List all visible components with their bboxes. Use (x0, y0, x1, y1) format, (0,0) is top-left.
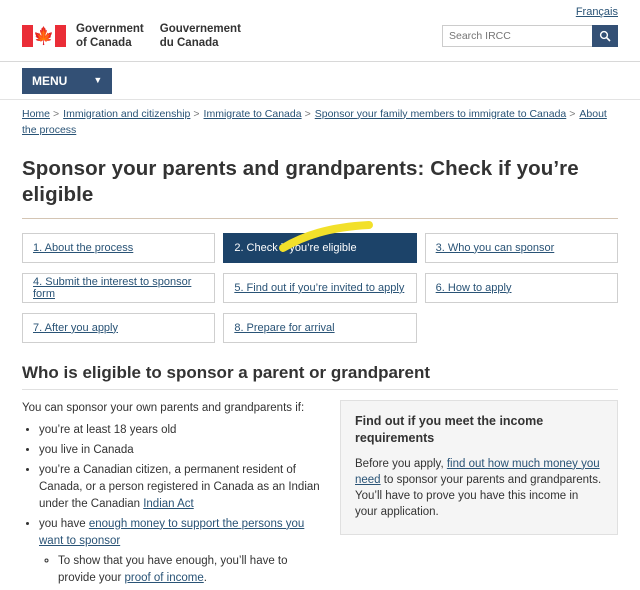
menu-button[interactable] (22, 68, 112, 94)
section-title: Who is eligible to sponsor a parent or grandparent (22, 362, 431, 382)
step-label: 3. Who you can sponsor (435, 241, 555, 254)
site-header (0, 20, 640, 61)
breadcrumb-item-immigration-and-citizenship[interactable]: Immigration and citizenship (63, 107, 191, 120)
list-item-text: you’re at least 18 years old (39, 423, 177, 436)
chevron-down-icon: ▼ (93, 75, 103, 86)
step-label: 6. How to apply (435, 281, 512, 294)
list-item-text: you have (39, 517, 89, 530)
step-label: 1. About the process (33, 241, 134, 254)
brand-block (22, 22, 257, 51)
breadcrumb-separator: > (569, 107, 576, 120)
search-button[interactable] (592, 25, 618, 47)
list-item (39, 422, 322, 439)
step-4-submit-interest-to-sponsor-form[interactable] (22, 273, 215, 303)
step-6-how-to-apply[interactable] (425, 273, 618, 303)
list-item (39, 462, 322, 513)
panel-title: Find out if you meet the income requirements (355, 413, 544, 445)
language-toggle-link[interactable]: Français (575, 6, 618, 18)
search-form (442, 25, 618, 47)
proof-of-income-link[interactable]: proof of income (124, 571, 204, 584)
menu-button-label: MENU (32, 73, 68, 88)
breadcrumb-separator: > (53, 107, 60, 120)
eligibility-sublist (39, 553, 322, 587)
language-bar (0, 0, 640, 20)
breadcrumb-separator: > (304, 107, 311, 120)
list-item-text: . (203, 571, 207, 584)
step-label: 7. After you apply (33, 321, 118, 334)
list-item (58, 553, 322, 587)
page-title: Sponsor your parents and grandparents: Check if you’re eligible (22, 156, 579, 206)
step-label: 2. Check if you’re eligible (234, 241, 357, 254)
breadcrumb-item-about-the-process[interactable]: About the process (22, 107, 607, 136)
step-label: 4. Submit the interest to sponsor form (33, 275, 192, 300)
breadcrumb-separator: > (193, 107, 200, 120)
section-divider (22, 389, 618, 390)
canada-flag-icon: 🍁 (22, 25, 66, 47)
panel-text: Before you apply, (355, 457, 447, 470)
breadcrumb (0, 99, 640, 142)
menu-bar (0, 61, 640, 99)
enough-money-link[interactable]: enough money to support the persons you want to sponsor (39, 517, 305, 547)
list-item-text: you’re a Canadian citizen, a permanent resident of Canada, or a person registered in Canada as an Indian under the Canadian (39, 463, 320, 510)
wordmark-fr-line2: du Canada (159, 37, 219, 50)
indian-act-link[interactable]: Indian Act (143, 497, 194, 510)
wordmark-en-line2: of Canada (76, 37, 132, 50)
title-divider (22, 218, 618, 219)
list-item-text: you live in Canada (39, 443, 134, 456)
step-2-check-if-youre-eligible[interactable] (223, 233, 416, 263)
income-requirements-panel (340, 400, 618, 535)
content-columns (22, 400, 618, 590)
breadcrumb-item-home[interactable]: Home (22, 107, 51, 120)
wordmark (76, 22, 257, 51)
eligibility-lead: You can sponsor your own parents and grandparents if: (22, 401, 305, 414)
eligibility-column (22, 400, 322, 590)
panel-body (355, 456, 603, 520)
step-label: 8. Prepare for arrival (234, 321, 335, 334)
list-item (39, 442, 322, 459)
wordmark-fr-line1: Gouvernement (159, 23, 241, 35)
step-5-find-out-if-youre-invited-to-apply[interactable] (223, 273, 416, 303)
step-navigation (22, 233, 618, 343)
step-1-about-the-process[interactable] (22, 233, 215, 263)
step-7-after-you-apply[interactable] (22, 313, 215, 343)
wordmark-en-line1: Government (76, 23, 144, 35)
breadcrumb-item-sponsor-your-family-members[interactable]: Sponsor your family members to immigrate to Canada (314, 107, 567, 120)
list-item (39, 516, 322, 587)
search-icon (599, 30, 611, 42)
how-much-money-link[interactable]: find out how much money you need (355, 457, 600, 486)
list-item-text: To show that you have enough, you’ll have to provide your (58, 554, 288, 584)
step-label: 5. Find out if you’re invited to apply (234, 281, 405, 294)
eligibility-list (22, 422, 322, 587)
main-content (0, 142, 640, 590)
search-input[interactable] (442, 25, 592, 47)
step-3-who-you-can-sponsor[interactable] (425, 233, 618, 263)
step-8-prepare-for-arrival[interactable] (223, 313, 416, 343)
breadcrumb-item-immigrate-to-canada[interactable]: Immigrate to Canada (203, 107, 302, 120)
panel-text: to sponsor your parents and grandparents. You’ll have to prove you have this income in your application. (355, 473, 602, 518)
income-panel-column (340, 400, 618, 590)
